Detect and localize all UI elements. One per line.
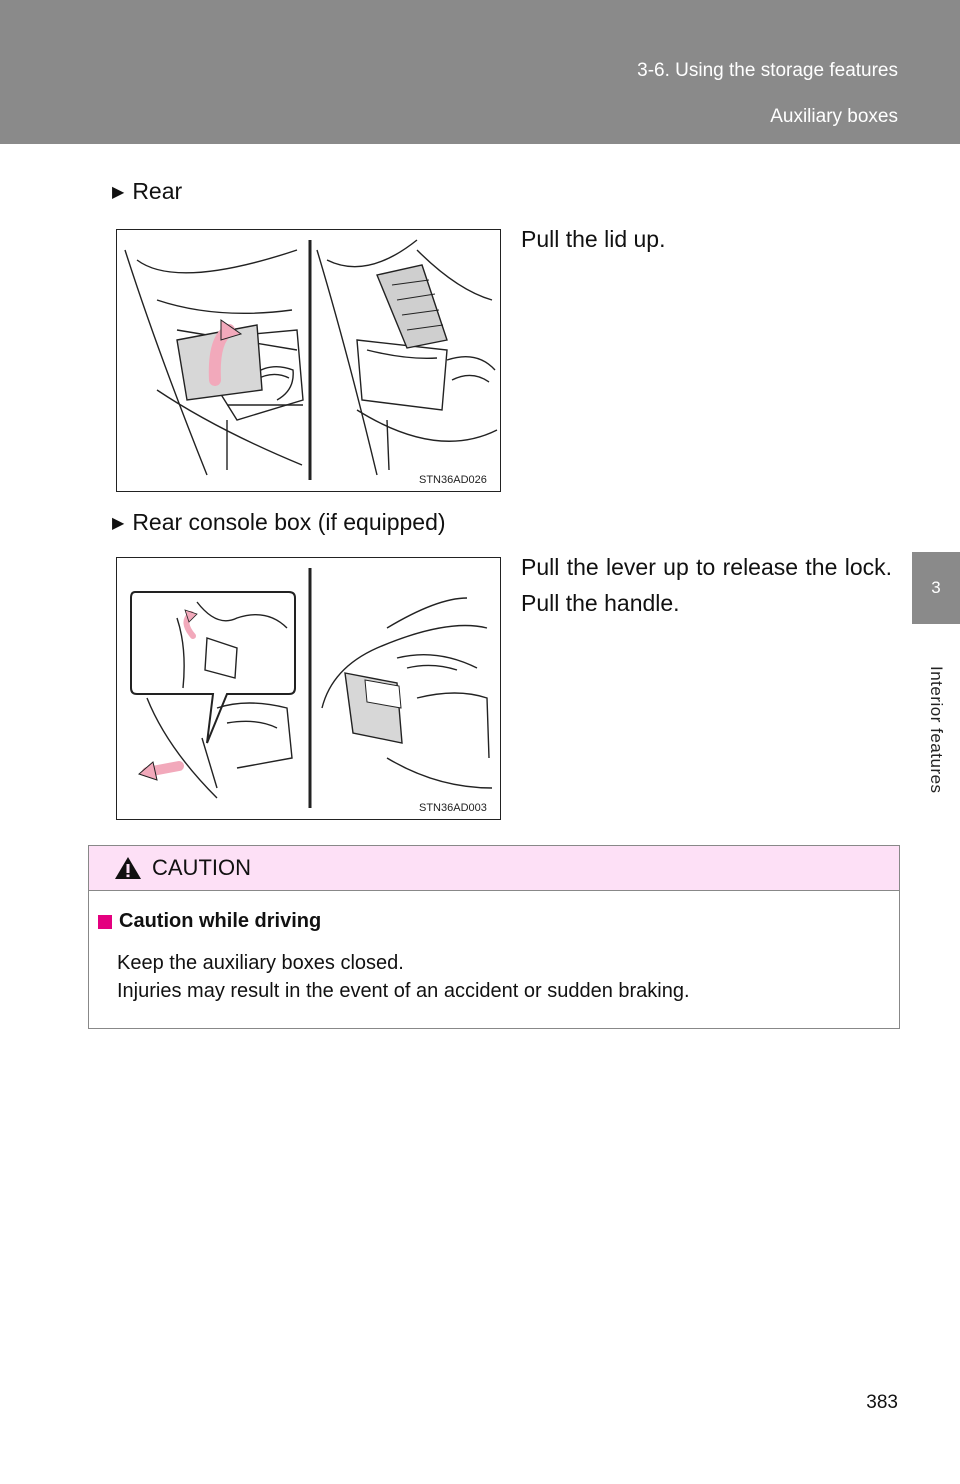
- instruction-rear-console: Pull the lever up to release the lock. Pull the handle.: [521, 554, 892, 616]
- figure-rear-console: [116, 557, 501, 820]
- caution-line: Injuries may result in the event of an accident or sudden braking.: [117, 980, 690, 1002]
- heading-text: Rear: [132, 178, 183, 204]
- instruction-rear: Pull the lid up.: [521, 226, 666, 252]
- rear-console-illustration: [117, 558, 500, 819]
- caution-header: [89, 846, 899, 891]
- caution-item-title: Caution while driving: [119, 910, 322, 932]
- caution-item-heading: [98, 910, 321, 933]
- subsection-title: Auxiliary boxes: [770, 106, 898, 127]
- page-header: [0, 0, 960, 144]
- heading-text: Rear console box (if equipped): [132, 509, 446, 535]
- caution-label: CAUTION: [152, 855, 251, 880]
- warning-triangle-icon: [114, 855, 142, 881]
- section-title: 3-6. Using the storage features: [637, 60, 898, 81]
- chapter-band: [912, 624, 960, 874]
- chapter-title: Interior features: [927, 666, 946, 794]
- figure-code-rear-console: STN36AD003: [419, 802, 487, 814]
- caution-line: Keep the auxiliary boxes closed.: [117, 952, 404, 974]
- caution-box: [88, 845, 900, 1029]
- section-heading-rear-console: [112, 509, 446, 536]
- rear-lid-illustration: [117, 230, 500, 491]
- pink-square-bullet-icon: [98, 915, 112, 929]
- section-heading-rear: [112, 178, 182, 205]
- figure-rear-lid: [116, 229, 501, 492]
- triangle-bullet-icon: ▶: [112, 514, 125, 532]
- chapter-number: 3: [931, 578, 941, 597]
- triangle-bullet-icon: ▶: [112, 183, 125, 201]
- page-number: 383: [866, 1392, 898, 1413]
- chapter-tab: [912, 552, 960, 624]
- figure-code-rear: STN36AD026: [419, 474, 487, 486]
